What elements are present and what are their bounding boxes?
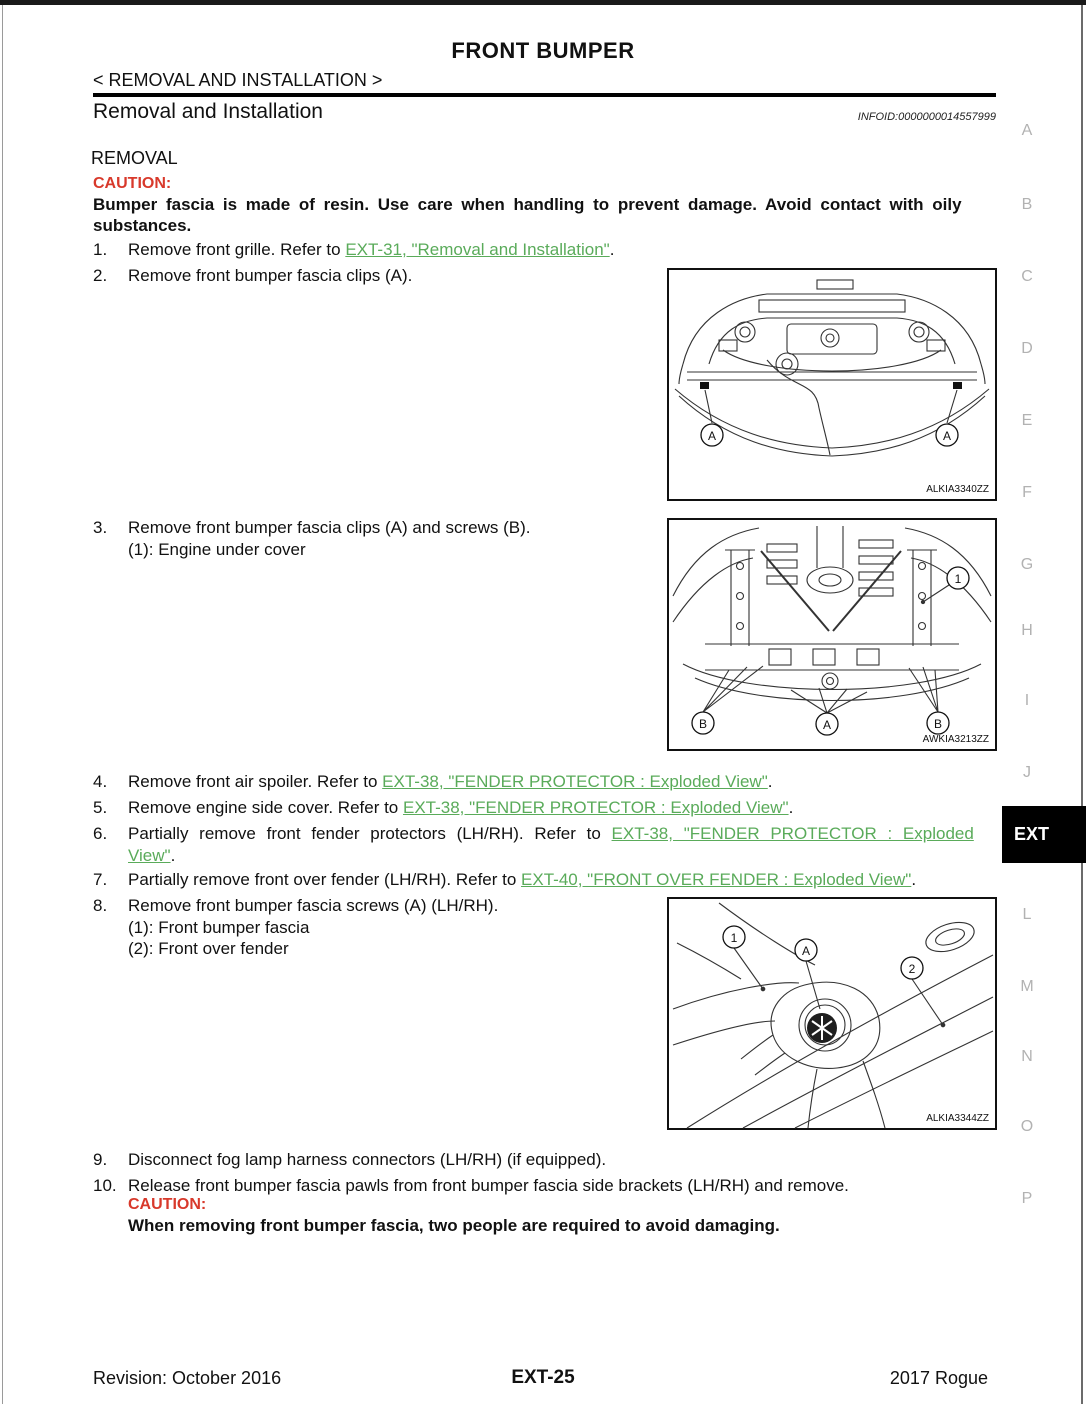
step-2-number: 2.: [93, 266, 108, 285]
step-5-text-end: .: [788, 798, 794, 817]
margin-index-g: G: [1020, 556, 1034, 573]
callout-2-badge: [901, 957, 923, 979]
page-title: FRONT BUMPER: [451, 38, 635, 63]
link-ext-38-fender-protector-1[interactable]: EXT-38, "FENDER PROTECTOR : Exploded View": [382, 772, 768, 791]
link-ext-40-front-over-fender[interactable]: EXT-40, "FRONT OVER FENDER : Exploded View": [521, 870, 912, 889]
step-10-text: Release front bumper fascia pawls from front bumper fascia side brackets (LH/RH) and remove.: [128, 1176, 849, 1195]
step-3-text: Remove front bumper fascia clips (A) and screws (B).: [128, 518, 531, 537]
margin-index-f: F: [1022, 484, 1032, 501]
margin-index-c: C: [1021, 268, 1033, 285]
callout-a-right-label: A: [942, 429, 952, 443]
figure-fascia-screw-closeup: [667, 897, 997, 1130]
step-10-caution-text: When removing front bumper fascia, two people are required to avoid damaging.: [128, 1216, 780, 1235]
margin-index-o: O: [1020, 1118, 1034, 1135]
step-3-number: 3.: [93, 518, 108, 537]
figure-3-id-label: ALKIA3344ZZ: [926, 1113, 989, 1124]
step-1-text: Remove front grille. Refer to: [128, 240, 346, 259]
callout-b-left: [692, 712, 714, 734]
callout-a-right: [936, 424, 958, 446]
margin-index-b: B: [1021, 196, 1033, 213]
link-ext-38-fender-protector-2[interactable]: EXT-38, "FENDER PROTECTOR : Exploded View": [402, 798, 789, 817]
link-ext-31-removal-installation[interactable]: EXT-31, "Removal and Installation": [345, 240, 610, 259]
screw-head: [807, 1013, 837, 1043]
step-6-text: Partially remove front fender protectors (LH/RH). Refer to: [128, 824, 612, 843]
callout-1-badge: [723, 926, 745, 948]
figure-underbody-clips-screws: [667, 518, 997, 751]
callout-a-left-label: A: [707, 429, 717, 443]
step-9: [93, 1149, 998, 1171]
footer-revision: Revision: October 2016: [93, 1368, 282, 1388]
step-7-text: Partially remove front over fender (LH/RH). Refer to: [128, 870, 522, 889]
section-heading: Removal and Installation: [93, 100, 323, 123]
link-ext-38-fender-protector-3[interactable]: EXT-38, "FENDER PROTECTOR : Exploded: [611, 824, 974, 843]
margin-index-l: L: [1022, 906, 1032, 923]
step-6: [93, 823, 998, 866]
margin-index-h: H: [1021, 622, 1033, 639]
step-8-sub1: (1): Front bumper fascia: [128, 918, 310, 937]
step-4-text-end: .: [767, 772, 773, 791]
infoid-label: INFOID:0000000014557999: [857, 111, 996, 123]
step-1: [93, 239, 998, 261]
step-1-text-end: .: [609, 240, 615, 259]
callout-1-label: 1: [954, 572, 962, 586]
header-rule: [93, 93, 996, 97]
page-right-border: [1081, 5, 1083, 1404]
caution-text: [93, 194, 997, 236]
callout-a-left: [701, 424, 723, 446]
page-top-border: [0, 0, 1086, 5]
removal-heading: REMOVAL: [91, 148, 178, 168]
page-left-border: [2, 5, 3, 1404]
step-7-text-end: .: [911, 870, 917, 889]
footer-model: 2017 Rogue: [889, 1368, 988, 1388]
step-8-text: Remove front bumper fascia screws (A) (LH/RH).: [128, 896, 499, 915]
step-1-number: 1.: [93, 240, 108, 259]
step-4-text: Remove front air spoiler. Refer to: [128, 772, 383, 791]
step-4-number: 4.: [93, 772, 108, 791]
breadcrumb: < REMOVAL AND INSTALLATION >: [93, 70, 383, 90]
step-10-caution-label: CAUTION:: [128, 1196, 207, 1213]
margin-index-d: D: [1021, 340, 1033, 357]
margin-index-e: E: [1021, 412, 1033, 429]
step-4: [93, 771, 998, 793]
figure-3-border: [668, 898, 996, 1129]
step-2-text: Remove front bumper fascia clips (A).: [128, 266, 413, 285]
step-9-number: 9.: [93, 1150, 108, 1169]
callout-a-label: A: [801, 944, 811, 958]
step-5-number: 5.: [93, 798, 108, 817]
step-8-sub2: (2): Front over fender: [128, 939, 289, 958]
step-7-number: 7.: [93, 870, 108, 889]
step-9-text: Disconnect fog lamp harness connectors (LH/RH) (if equipped).: [128, 1150, 607, 1169]
step-3-sub1: (1): Engine under cover: [128, 540, 306, 559]
callout-a-badge: [795, 939, 817, 961]
footer-page-number: EXT-25: [511, 1367, 575, 1388]
section-tab-ext: [1002, 806, 1086, 863]
callout-a-center: [816, 713, 838, 735]
callout-b-right-label: B: [933, 717, 943, 731]
figure-engine-bay-clips: [667, 268, 997, 501]
callout-2-label: 2: [908, 962, 916, 976]
step-10: [93, 1175, 998, 1197]
figure-2-id-label: AWKIA3213ZZ: [922, 734, 989, 745]
callout-1-label: 1: [730, 931, 738, 945]
margin-index-a: A: [1021, 122, 1033, 139]
margin-index-i: I: [1024, 692, 1030, 709]
step-10-number: 10.: [93, 1176, 117, 1195]
step-5: [93, 797, 998, 819]
step-6-number: 6.: [93, 824, 108, 843]
margin-index-p: P: [1021, 1190, 1033, 1207]
section-tab-ext-label: EXT: [1014, 824, 1050, 844]
callout-1-badge: [947, 567, 969, 589]
figure-1-border: [668, 269, 996, 500]
caution-text-line2: substances.: [93, 216, 192, 235]
callout-b-right: [927, 712, 949, 734]
callout-a-center-label: A: [822, 718, 832, 732]
step-7: [93, 869, 998, 891]
caution-text-line1: Bumper fascia is made of resin. Use care when handling to prevent damage. Avoid contact with oily: [93, 195, 962, 214]
figure-1-id-label: ALKIA3340ZZ: [926, 484, 989, 495]
step-8-number: 8.: [93, 896, 108, 915]
margin-index-n: N: [1021, 1048, 1033, 1065]
margin-index-m: M: [1020, 978, 1034, 995]
caution-label: CAUTION:: [93, 175, 172, 192]
link-ext-38-fender-protector-3-cont[interactable]: View": [128, 845, 171, 865]
callout-b-left-label: B: [698, 717, 708, 731]
margin-index-j: J: [1023, 764, 1031, 781]
step-6-text-end: .: [170, 845, 176, 865]
step-5-text: Remove engine side cover. Refer to: [128, 798, 403, 817]
